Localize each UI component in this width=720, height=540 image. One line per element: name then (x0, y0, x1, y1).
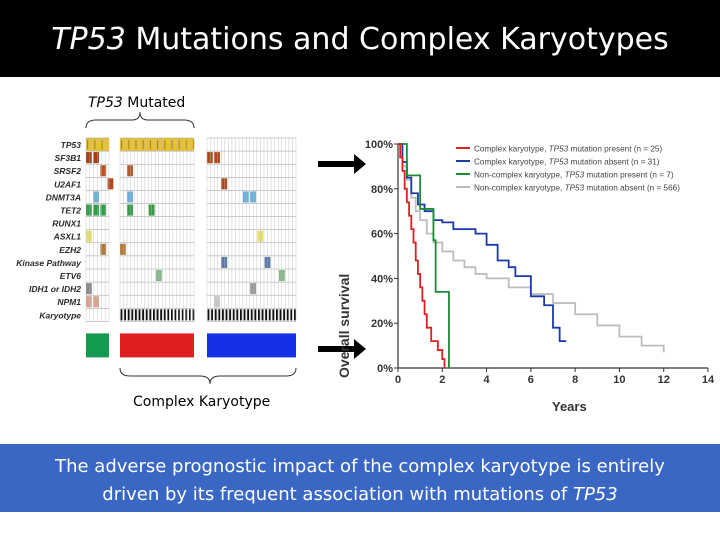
mutation-heatmap (0, 130, 300, 370)
heatmap-row-label: DNMT3A (45, 192, 81, 203)
tp53-mark (171, 140, 172, 149)
survival-plot (330, 130, 720, 420)
karyotype-tick (294, 309, 296, 320)
tp53-mark (164, 140, 165, 149)
legend-entry: Non-complex karyotype, TP53 mutation present (n = 7) (474, 170, 674, 180)
km-x-title: Years (552, 399, 587, 414)
tp53-mark (135, 140, 136, 149)
karyotype-tick (272, 309, 274, 320)
heatmap-row-label: EZH2 (59, 244, 81, 255)
karyotype-tick (128, 309, 130, 320)
karyotype-tick (251, 309, 253, 320)
mutation-cell (127, 165, 133, 176)
mutation-cell (127, 205, 133, 216)
mutation-cell (207, 152, 213, 163)
mutation-cell (250, 283, 256, 294)
mutation-cell (86, 296, 92, 307)
mutation-cell (86, 231, 92, 242)
tp53-mark (94, 140, 95, 149)
legend-entry: Non-complex karyotype, TP53 mutation absent (n = 566) (474, 183, 680, 193)
heatmap-row-label: Karyotype (39, 310, 81, 321)
mutation-cell (214, 296, 220, 307)
km-curve (398, 144, 445, 368)
tp53-mark (128, 140, 129, 149)
karyotype-tick (254, 309, 256, 320)
karyotype-tick (236, 309, 238, 320)
karyotype-tick (131, 309, 133, 320)
mutation-cell (93, 296, 99, 307)
karyotype-tick (215, 309, 217, 320)
karyotype-tick (262, 309, 264, 320)
km-y-tick-label: 0% (377, 363, 393, 375)
karyotype-tick (149, 309, 151, 320)
conclusion-line-1: The adverse prognostic impact of the complex karyotype is entirely (55, 456, 665, 477)
legend-entry: Complex karyotype, TP53 mutation present (n = 25) (474, 144, 663, 154)
bottom-brace (120, 368, 296, 384)
karyotype-tick (280, 309, 282, 320)
tp53-mutated-label: TP53 Mutated (88, 95, 186, 111)
mutation-cell (127, 191, 133, 202)
karyotype-tick (229, 309, 231, 320)
karyotype-tick (211, 309, 213, 320)
mutation-cell (86, 152, 92, 163)
karyotype-tick (135, 309, 137, 320)
karyotype-tick (290, 309, 292, 320)
km-x-tick-label: 0 (394, 374, 402, 386)
mutation-cell (93, 191, 99, 202)
tp53-mark (150, 140, 151, 149)
tp53-mark (157, 140, 158, 149)
karyotype-tick (142, 309, 144, 320)
karyotype-tick (208, 309, 210, 320)
km-y-tick-label: 40% (370, 273, 393, 286)
karyotype-tick (175, 309, 177, 320)
km-y-tick-label: 80% (370, 183, 393, 196)
km-y-tick-label: 60% (370, 228, 393, 241)
tp53-mark (143, 140, 144, 149)
km-x-tick-label: 14 (701, 374, 715, 386)
karyotype-tick (124, 309, 126, 320)
km-x-tick-label: 12 (657, 374, 670, 386)
karyotype-tick (233, 309, 235, 320)
heatmap-row-label: U2AF1 (54, 179, 81, 190)
mutation-cell (93, 152, 99, 163)
mutation-cell (93, 205, 99, 216)
km-x-tick-label: 8 (572, 374, 579, 386)
km-curve (398, 144, 449, 368)
karyotype-tick (146, 309, 148, 320)
heatmap-row-label: SF3B1 (54, 153, 81, 164)
tp53-mark (179, 140, 180, 149)
km-x-tick-label: 10 (613, 374, 626, 386)
karyotype-tick (258, 309, 260, 320)
mutation-cell (243, 191, 249, 202)
heatmap-row-label: ETV6 (59, 271, 81, 281)
karyotype-tick (287, 309, 289, 320)
mutation-cell (86, 205, 92, 216)
km-x-tick-label: 6 (527, 374, 534, 386)
karyotype-tick (247, 309, 249, 320)
legend-entry: Complex karyotype, TP53 mutation absent (n = 31) (474, 157, 660, 167)
tp53-mark (121, 140, 122, 149)
karyotype-tick (226, 309, 228, 320)
karyotype-tick (164, 309, 166, 320)
karyotype-tick (160, 309, 162, 320)
karyotype-tick (157, 309, 159, 320)
top-brace (86, 112, 194, 128)
tp53-mark (87, 140, 88, 149)
mutation-cell (221, 178, 227, 189)
mutation-cell (221, 257, 227, 268)
group-bar (120, 333, 194, 357)
mutation-cell (120, 244, 126, 255)
karyotype-tick (153, 309, 155, 320)
karyotype-tick (167, 309, 169, 320)
tp53-mark (101, 140, 102, 149)
group-bar (86, 333, 109, 357)
conclusion-box (0, 444, 720, 512)
km-x-tick-label: 2 (439, 374, 446, 386)
heatmap-row-label: Kinase Pathway (16, 257, 81, 268)
karyotype-tick (276, 309, 278, 320)
heatmap-row-label: TET2 (60, 205, 81, 216)
karyotype-tick (121, 309, 123, 320)
mutation-cell (250, 191, 256, 202)
km-y-title: Overall survival (336, 273, 352, 378)
heatmap-row-label: ASXL1 (53, 231, 81, 242)
heatmap-row-label: RUNX1 (52, 218, 81, 229)
km-x-tick-label: 4 (483, 374, 490, 386)
mutation-cell (214, 152, 220, 163)
mutation-cell (86, 283, 92, 294)
karyotype-tick (269, 309, 271, 320)
karyotype-tick (218, 309, 220, 320)
heatmap-row-label: TP53 (60, 140, 81, 150)
heatmap-row-label: SRSF2 (53, 166, 81, 177)
karyotype-tick (283, 309, 285, 320)
conclusion-line-2: driven by its frequent association with mutations of TP53 (102, 484, 618, 505)
karyotype-tick (244, 309, 246, 320)
karyotype-tick (265, 309, 267, 320)
karyotype-tick (171, 309, 173, 320)
karyotype-tick (240, 309, 242, 320)
mutation-cell (108, 178, 114, 189)
km-y-tick-label: 20% (370, 318, 393, 331)
karyotype-tick (222, 309, 224, 320)
heatmap-row-label: IDH1 or IDH2 (29, 284, 81, 295)
slide-title: TP53 Mutations and Complex Karyotypes (51, 22, 669, 57)
heatmap-row-label: NPM1 (57, 297, 81, 308)
karyotype-tick (139, 309, 141, 320)
km-y-tick-label: 100% (364, 139, 393, 151)
complex-karyotype-label: Complex Karyotype (133, 394, 271, 410)
group-bar (207, 333, 296, 357)
